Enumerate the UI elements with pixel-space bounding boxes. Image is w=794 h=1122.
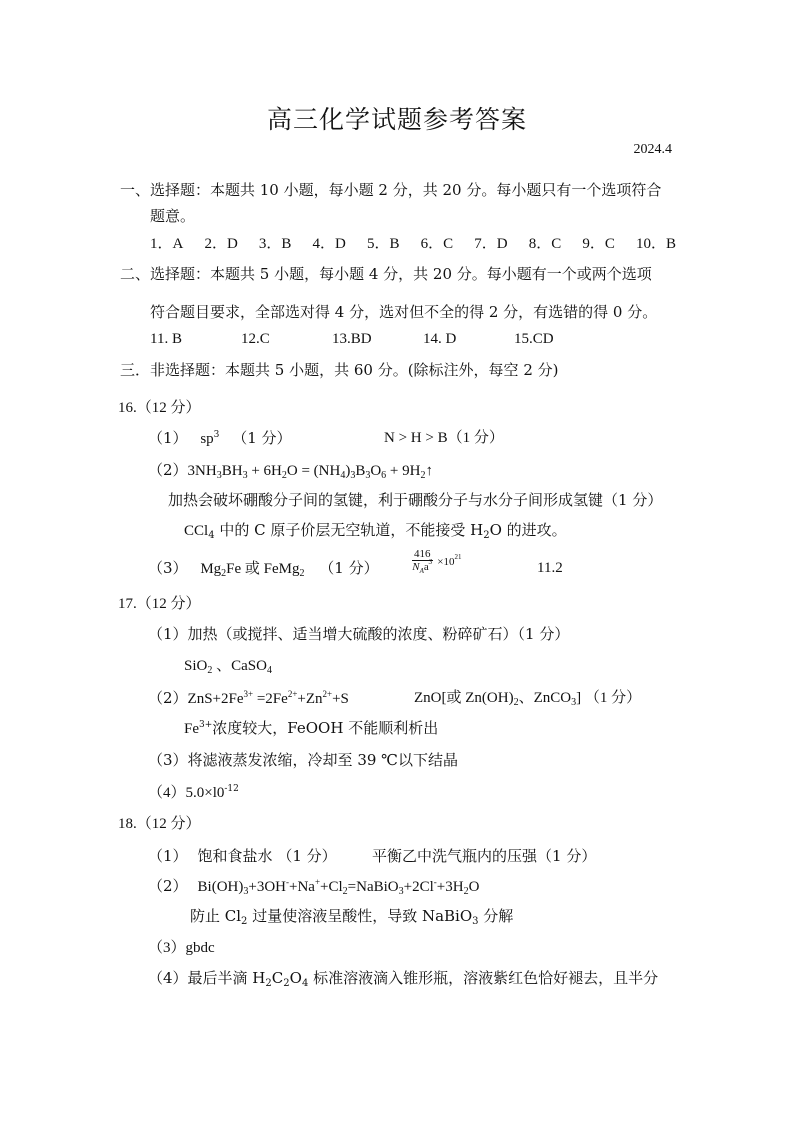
answer-13: 13.BD: [332, 331, 372, 347]
page-title: 高三化学试题参考答案: [266, 105, 527, 134]
q17-answer-2b: $Fe^{3+}$浓度较大，FeOOH 不能顺利析出: [184, 719, 439, 737]
answer-10: 10．B: [635, 236, 676, 252]
part1-answers: [150, 232, 676, 253]
q16-answer-2-ccl4: CCl$_4$ 中的 C 原子价层无空轨道，不能接受 $H_2O$ 的进攻。: [184, 521, 567, 541]
exam-date: 2024.4: [633, 142, 672, 157]
part2-heading-line1: 二、选择题：本题共 5 小题，每小题 4 分，共 20 分。每小题有一个或两个选项: [120, 265, 652, 283]
q18-answer-2-equation: （2） $Bi(OH)_3+3OH^-+Na^++Cl_2=NaBiO_3+2Cl^-+3H_2O$: [148, 877, 480, 897]
answer-5: 5．B: [366, 236, 400, 252]
answer-2: 2．D: [204, 236, 238, 252]
q17-header: 17.（12 分）: [118, 596, 201, 612]
q17-answer-4: $(4)5.0\times l0^{-12}$: [148, 784, 239, 801]
answer-15: 15.CD: [514, 331, 554, 347]
answer-6: 6．C: [420, 236, 454, 252]
answer-3: 3．B: [258, 236, 292, 252]
q16-answer-3: （3） $Mg_2Fe$ 或 FeMg$_2$ （1 分）: [148, 559, 379, 579]
answer-14: 14. D: [423, 331, 457, 347]
q16-answer-2-reason: 加热会破坏硼酸分子间的氢键，利于硼酸分子与水分子间形成氢键（1 分）: [168, 491, 663, 509]
answer-4: 4．D: [312, 236, 346, 252]
q18-answer-3: （3）gbdc: [148, 940, 215, 956]
q16-density-expression: $\frac{416}{N_Aa^3}$ $\times 10^{21}$: [412, 548, 462, 575]
q18-header: 18.（12 分）: [118, 816, 201, 832]
answer-11: 11. B: [150, 331, 182, 347]
q17-answer-3: （3）将滤液蒸发浓缩，冷却至 39 ℃以下结晶: [148, 751, 458, 769]
q18-answer-1-right: 平衡乙中洗气瓶内的压强（1 分）: [372, 847, 597, 865]
q16-answer-1-order: N > H > B（1 分）: [384, 430, 504, 446]
q17-answer-1: （1）加热（或搅拌、适当增大硫酸的浓度、粉碎矿石）（1 分）: [148, 625, 570, 643]
q17-answer-2-equation: $(2)ZnS+2Fe^{3+} =2Fe^{2+}+Zn^{2+}+S$: [148, 689, 349, 707]
answer-8: 8．C: [528, 236, 562, 252]
part2-answers: [150, 331, 605, 348]
answer-1: 1．A: [150, 236, 184, 252]
q18-answer-1: （1） 饱和食盐水 （1 分）: [148, 847, 337, 865]
answer-9: 9．C: [582, 236, 615, 252]
q16-answer-1: （1） $sp^3$ （1 分）: [148, 429, 292, 447]
q16-header: 16.（12 分）: [118, 400, 201, 416]
density-fraction: $\frac{416}{N_Aa^3}$: [412, 548, 433, 575]
q18-answer-2b: 防止 $Cl_2$ 过量使溶液呈酸性，导致 NaBiO$_3$ 分解: [190, 907, 514, 927]
answer-7: 7．D: [474, 236, 508, 252]
q16-answer-2-equation: $(2)3NH_3BH_3 + 6H_2O = (NH_4)_3B_3O_6$ + $9H_2↑$: [148, 461, 433, 481]
q16-answer-3-value: 11.2: [537, 560, 563, 576]
part1-heading-line1: 一、选择题：本题共 10 小题，每小题 2 分，共 20 分。每小题只有一个选项符合: [120, 181, 662, 199]
part1-heading-line2: 题意。: [150, 207, 196, 225]
answer-12: 12.C: [241, 331, 270, 347]
part2-heading-line2: 符合题目要求，全部选对得 4 分，选对但不全的得 2 分，有选错的得 0 分。: [150, 303, 658, 321]
q18-answer-4: （4）最后半滴 $H_2C_2O_4$ 标准溶液滴入锥形瓶，溶液紫红色恰好褪去，且半分: [148, 969, 659, 989]
part3-heading: 三．非选择题：本题共 5 小题，共 60 分。(除标注外，每空 2 分): [120, 361, 559, 379]
q17-answer-2-byproduct: ZnO[或 $Zn(OH)_2$、ZnCO$_3$] （1 分）: [414, 690, 642, 708]
q17-answer-1b: SiO$_2$ 、CaSO$_4$: [184, 658, 272, 676]
